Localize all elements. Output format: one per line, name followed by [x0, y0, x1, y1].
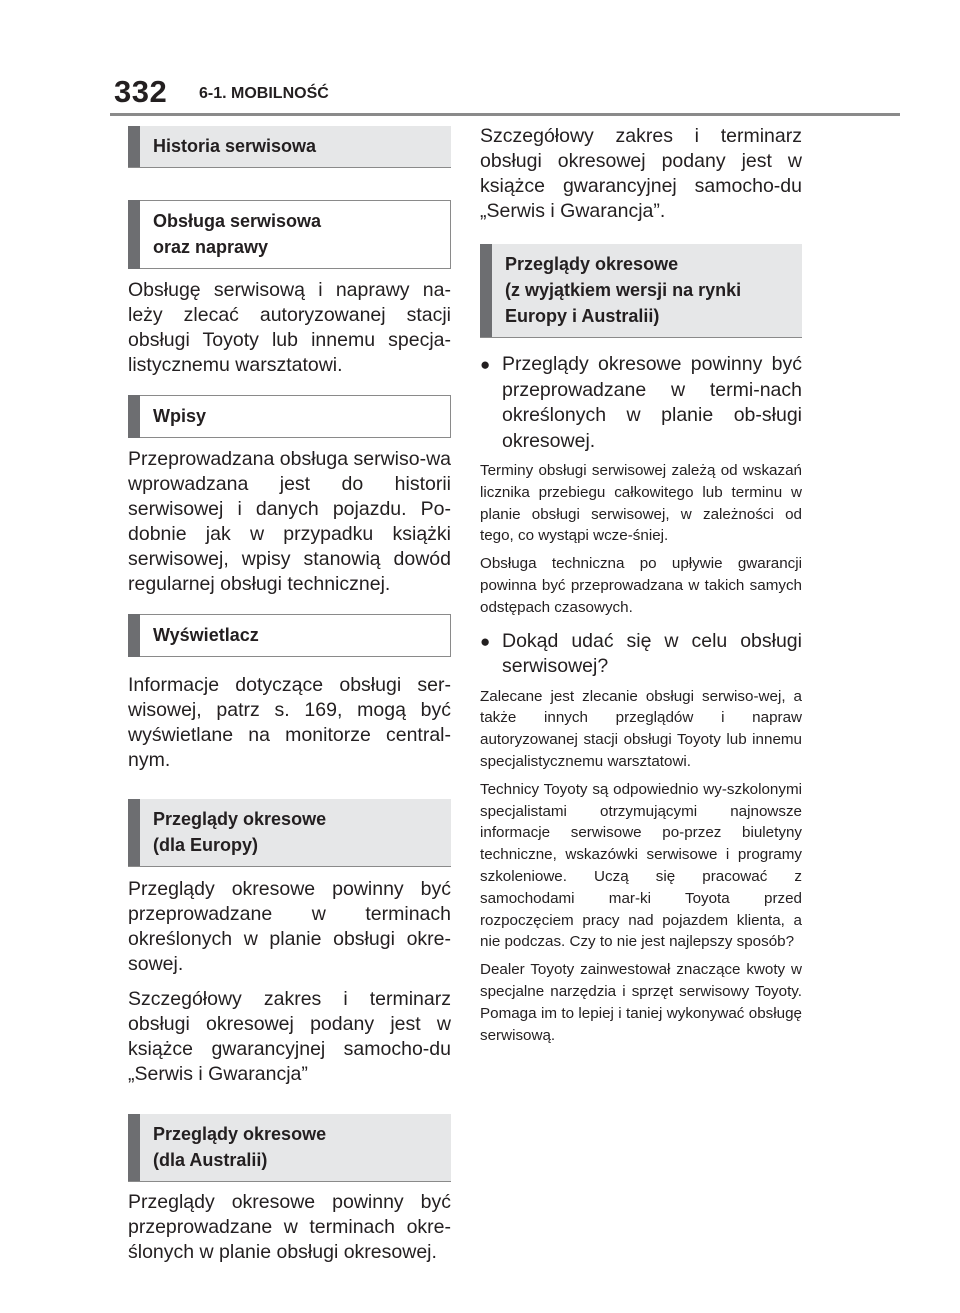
paragraph-europa-1: Przeglądy okresowe powinny być przeprowadzane w terminach określonych w planie obsługi okre-sowej.	[128, 878, 451, 975]
paragraph-europa-2: Szczegółowy zakres i terminarz obsługi okresowej podany jest w książce gwarancyjnej samocho-du „Serwis i Gwarancja”	[128, 988, 451, 1085]
section-heading-line: oraz naprawy	[153, 237, 269, 257]
paragraph-small: Dealer Toyoty zainwestował znaczące kwoty w specjalne narzędzia i sprzęt serwisowy Toyoty. Pomaga im to lepiej i taniej wykonywać obsługę serwisową.	[480, 961, 802, 1044]
section-heading-historia	[128, 126, 451, 168]
section-heading-line: Obsługa serwisowa	[153, 211, 322, 231]
section-heading-inne-rynki	[480, 244, 802, 338]
bullet-icon: ●	[480, 355, 491, 374]
bullet-icon: ●	[480, 631, 491, 651]
page-number: 332	[114, 74, 168, 109]
paragraph-small: Zalecane jest zlecanie obsługi serwiso-wej, a także innych przeglądów i napraw autoryzowanej stacji obsługi Toyoty lub innemu specjalistycznemu warsztatowi.	[480, 687, 802, 770]
paragraph-small: Terminy obsługi serwisowej zależą od wskazań licznika przebiegu całkowitego lub terminu w planie obsługi serwisowej, w zależności od tego, co wystąpi wcze-śniej.	[480, 462, 802, 545]
bullet-text: Dokąd udać się w celu obsługi serwisowej?	[502, 629, 802, 678]
section-heading-text: Historia serwisowa	[153, 136, 317, 156]
page-header	[0, 0, 960, 120]
paragraph-small: Obsługa techniczna po upływie gwarancji powinna być przeprowadzana w takich samych odstępach czasowych.	[480, 555, 802, 616]
right-column	[480, 126, 802, 1046]
bullet-item	[480, 629, 802, 680]
section-heading-wyswietlacz	[128, 614, 451, 657]
section-heading-text: Wyświetlacz	[153, 625, 259, 645]
paragraph-obsluga: Obsługę serwisową i naprawy na-leży zlecać autoryzowanej stacji obsługi Toyoty lub innemu specja-listycznemu warsztatowi.	[128, 279, 451, 376]
paragraph-small: Technicy Toyoty są odpowiednio wy-szkolonymi specjalistami otrzymującymi najnowsze informacje serwisowe po-przez biuletyny techniczne, wskazówki serwisowe i programy szkoleniowe. Uczą się pracować z samochodami mar-ki Toyota przed rozpoczęciem pracy nad pojazdem klienta, a nie podczas. Czy to nie jest najlepszy sposób?	[480, 780, 802, 951]
section-heading-line: (z wyjątkiem wersji na rynki	[505, 280, 742, 300]
section-heading-line: Przeglądy okresowe	[505, 254, 679, 274]
section-heading-obsluga	[128, 200, 451, 269]
left-column	[128, 126, 451, 1265]
section-heading-line: Przeglądy okresowe	[153, 1124, 327, 1144]
bullet-item	[480, 352, 802, 454]
chapter-title: 6-1. MOBILNOŚĆ	[199, 85, 329, 102]
section-heading-australia	[128, 1114, 451, 1182]
paragraph-wpisy: Przeprowadzana obsługa serwiso-wa wprowadzana jest do historii serwisowej i danych pojazdu. Po-dobnie jak w przypadku książki serwisowej, wpisy stanowią dowód regularnej obsługi technicznej.	[128, 448, 451, 595]
section-heading-text: Wpisy	[153, 406, 207, 426]
section-heading-line: Europy i Australii)	[505, 306, 660, 326]
section-heading-line: (dla Australii)	[153, 1150, 268, 1170]
paragraph-wyswietlacz: Informacje dotyczące obsługi ser-wisowej, patrz s. 169, mogą być wyświetlane na monitorze central-nym.	[128, 674, 451, 771]
section-heading-wpisy	[128, 395, 451, 438]
section-heading-line: Przeglądy okresowe	[153, 809, 327, 829]
paragraph-australia: Przeglądy okresowe powinny być przeprowadzane w terminach okre-ślonych w planie obsługi okresowej.	[128, 1191, 451, 1263]
header-rule	[110, 113, 900, 116]
paragraph-intro: Szczegółowy zakres i terminarz obsługi okresowej podany jest w książce gwarancyjnej samocho-du „Serwis i Gwarancja”.	[480, 125, 802, 222]
section-heading-europa	[128, 799, 451, 867]
section-heading-line: (dla Europy)	[153, 835, 259, 855]
bullet-text: Przeglądy okresowe powinny być przeprowadzane w termi-nach określonych w planie ob-sługi okresowej.	[502, 353, 802, 452]
